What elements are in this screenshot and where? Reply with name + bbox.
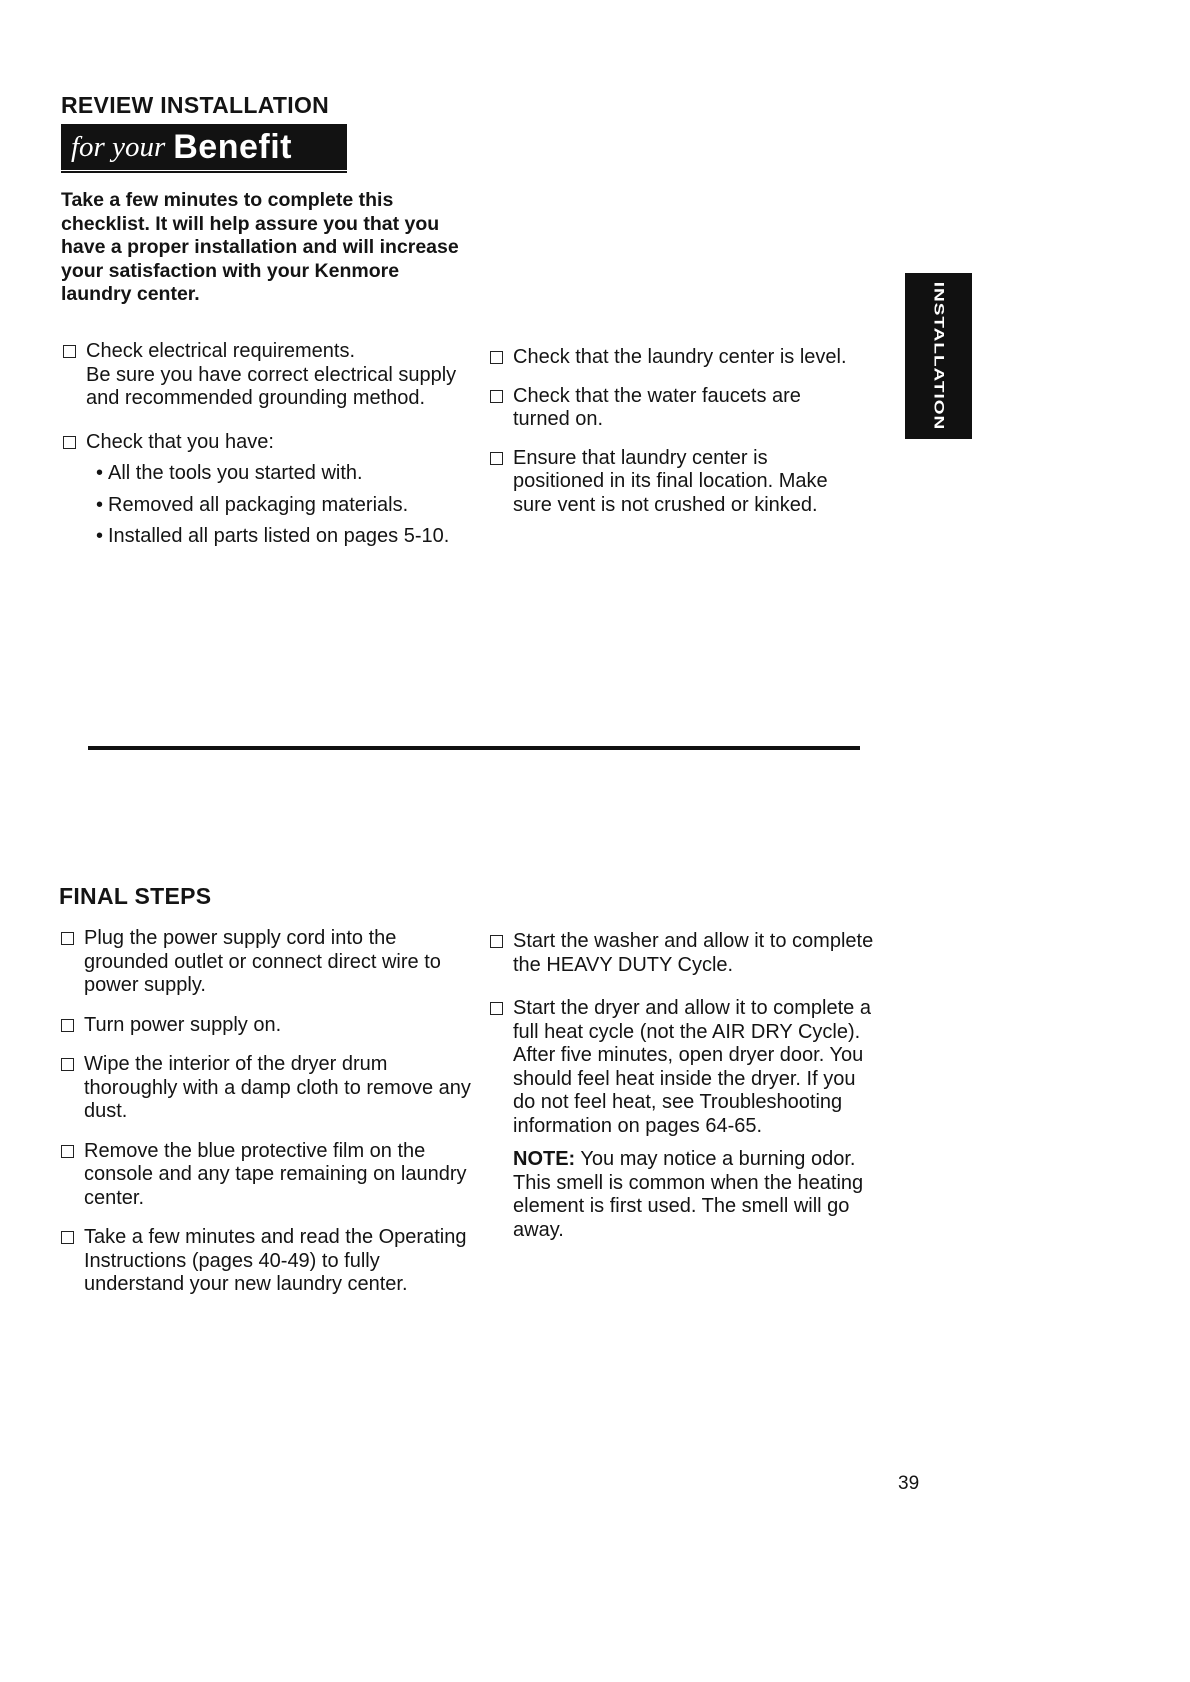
review-installation-heading: REVIEW INSTALLATION	[61, 92, 330, 118]
checkbox[interactable]	[490, 390, 503, 403]
checklist-item	[59, 1053, 474, 1124]
bullet-text: All the tools you started with.	[108, 462, 363, 484]
checklist-item-text: Check electrical requirements.	[86, 340, 355, 362]
checklist-item-text: Start the dryer and allow it to complete a full heat cycle (not the AIR DRY Cycle). After five minutes, open dryer door. You should feel heat inside the dryer. If you do not feel heat, see Troubleshooting information on pages 64-65.	[513, 997, 871, 1137]
checkbox[interactable]	[61, 932, 74, 945]
banner-for-your-text: for your	[71, 130, 166, 163]
final-right-column	[488, 930, 883, 1242]
checkbox[interactable]	[61, 1019, 74, 1032]
checklist-item	[59, 1140, 474, 1211]
bullet-dot: •	[96, 493, 104, 516]
final-left-column	[59, 927, 474, 1313]
bullet-text: Removed all packaging materials.	[108, 493, 409, 516]
checklist-item	[59, 1014, 474, 1038]
banner-benefit-text: Benefit	[173, 127, 292, 166]
checkbox[interactable]	[61, 1145, 74, 1158]
checklist-item	[488, 997, 883, 1138]
checklist-item-text: Check that you have:	[86, 430, 274, 453]
section-divider	[88, 746, 860, 750]
checklist-item	[61, 431, 471, 549]
checkbox[interactable]	[490, 1002, 503, 1015]
checklist-item-text: Take a few minutes and read the Operating Instructions (pages 40-49) to fully understand your new laundry center.	[84, 1226, 467, 1295]
note-text: You may notice a burning odor. This smell is common when the heating element is first used. The smell will go away.	[513, 1148, 864, 1241]
banner-underline	[61, 171, 347, 173]
page-number: 39	[898, 1473, 920, 1494]
bullet-item	[86, 494, 471, 518]
checklist-item-text: Turn power supply on.	[84, 1013, 282, 1036]
note-block	[488, 1148, 883, 1242]
checklist-item-detail: Be sure you have correct electrical supply and recommended grounding method.	[86, 363, 457, 409]
checklist-item-text: Check that the water faucets are turned on.	[513, 384, 801, 430]
note-label: NOTE:	[513, 1148, 576, 1170]
checklist-item	[488, 385, 863, 432]
checkbox[interactable]	[61, 1058, 74, 1071]
side-tab-label: INSTALLATION	[931, 281, 947, 431]
bullet-text: Installed all parts listed on pages 5-10.	[108, 525, 450, 547]
final-steps-heading: FINAL STEPS	[59, 883, 212, 909]
bullet-item	[86, 525, 471, 549]
review-right-column	[488, 346, 863, 533]
checkbox[interactable]	[490, 452, 503, 465]
checklist-item	[59, 927, 474, 998]
checklist-item	[488, 346, 863, 370]
checklist-item-text: Wipe the interior of the dryer drum thoroughly with a damp cloth to remove any dust.	[84, 1053, 471, 1122]
checklist-item-text: Ensure that laundry center is positioned in its final location. Make sure vent is not crushed or kinked.	[513, 446, 828, 516]
checklist-item-text: Remove the blue protective film on the console and any tape remaining on laundry center.	[84, 1139, 467, 1209]
bullet-dot: •	[96, 525, 104, 547]
checkbox[interactable]	[490, 351, 503, 364]
checklist-item	[59, 1226, 474, 1297]
bullet-list	[86, 462, 471, 549]
for-your-benefit-banner	[61, 124, 347, 170]
checklist-item-text: Plug the power supply cord into the grounded outlet or connect direct wire to power supply.	[84, 927, 441, 996]
checkbox[interactable]	[63, 436, 76, 449]
checklist-item	[488, 930, 883, 977]
checklist-item-text: Check that the laundry center is level.	[513, 346, 847, 368]
checkbox[interactable]	[490, 935, 503, 948]
review-left-column	[61, 340, 471, 565]
checkbox[interactable]	[61, 1231, 74, 1244]
checklist-item	[488, 447, 863, 518]
checkbox[interactable]	[63, 345, 76, 358]
checklist-item	[61, 340, 471, 411]
checklist-item-text: Start the washer and allow it to complete the HEAVY DUTY Cycle.	[513, 930, 874, 976]
intro-paragraph: Take a few minutes to complete this checklist. It will help assure you that you have a proper installation and will increase your satisfaction with your Kenmore laundry center.	[61, 189, 459, 305]
installation-side-tab	[905, 273, 972, 439]
bullet-item	[86, 462, 471, 486]
bullet-dot: •	[96, 462, 104, 484]
